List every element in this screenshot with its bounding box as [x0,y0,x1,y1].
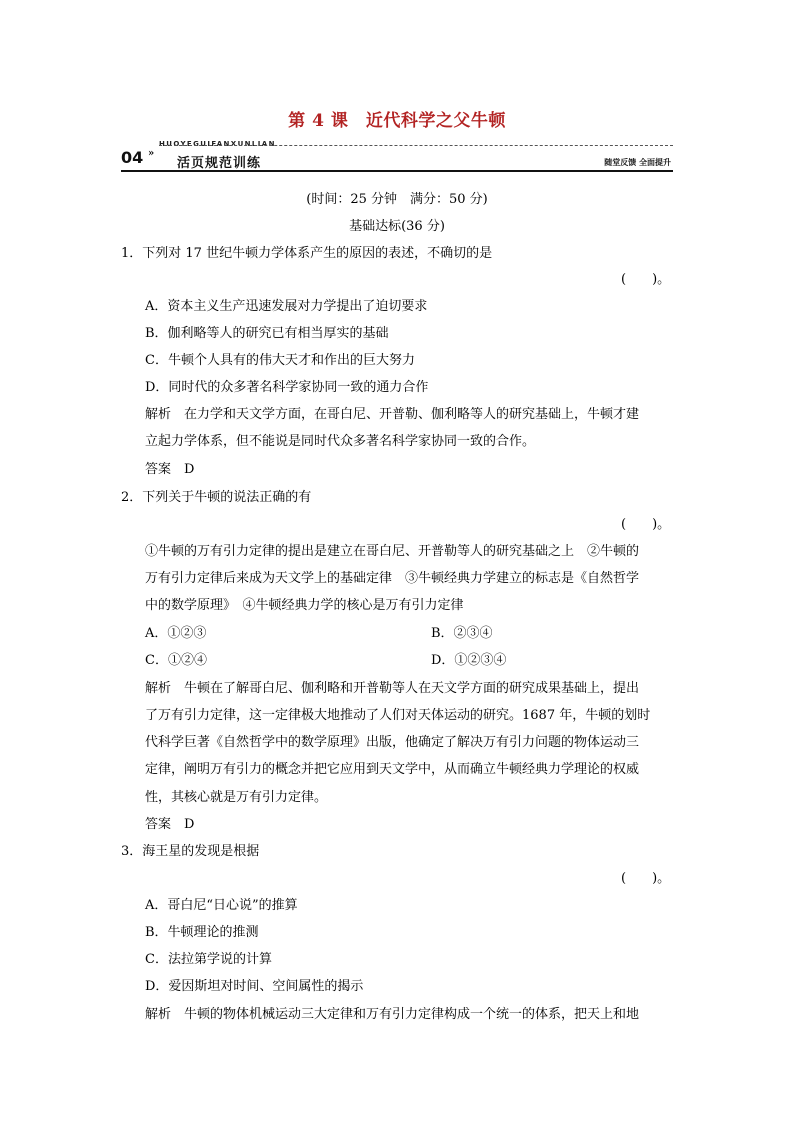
question-3-option-a: A．哥白尼“日心说”的推算 [145,898,298,913]
question-2-statement-line: 万有引力定律后来成为天文学上的基础定律 ③牛顿经典力学建立的标志是《自然哲学 [145,571,640,586]
banner-top-divider [159,145,673,146]
double-chevron-icon: » [148,148,155,159]
banner-bottom-divider [121,170,673,172]
banner-number: 04 [121,148,144,167]
banner-right-text: 随堂反馈 全面提升 [604,158,671,167]
question-2-answer: 答案 D [145,817,195,832]
question-3-blank: ( )。 [621,871,671,886]
question-2-option-c: C．①②④ [145,653,207,668]
question-1-option-c: C．牛顿个人具有的伟大天才和作出的巨大努力 [145,353,415,368]
question-2-option-d: D．①②③④ [431,653,507,668]
question-2-option-a: A．①②③ [145,626,207,641]
question-2-analysis-line: 了万有引力定律，这一定律极大地推动了人们对天体运动的研究。1687 年，牛顿的划时 [145,708,651,723]
question-3-option-d: D．爱因斯坦对时间、空间属性的揭示 [145,979,364,994]
banner-label: 活页规范训练 [177,156,262,171]
question-2-blank: ( )。 [621,517,671,532]
page-title: 第 4 课 近代科学之父牛顿 [288,111,506,131]
question-1-option-a: A．资本主义生产迅速发展对力学提出了迫切要求 [145,299,428,314]
question-2-analysis-line: 代科学巨著《自然哲学中的数学原理》出版，他确定了解决万有引力问题的物体运动三 [145,735,640,750]
question-1-stem: 1．下列对 17 世纪牛顿力学体系产生的原因的表述，不确切的是 [121,246,493,261]
question-1-answer: 答案 D [145,462,195,477]
question-1-option-d: D．同时代的众多著名科学家协同一致的通力合作 [145,380,429,395]
question-1-blank: ( )。 [621,272,671,287]
question-1-analysis-line: 解析 在力学和天文学方面，在哥白尼、开普勒、伽利略等人的研究基础上，牛顿才建 [145,407,640,422]
question-2-option-b: B．②③④ [431,626,493,641]
question-2-analysis-line: 定律，阐明万有引力的概念并把它应用到天文学中，从而确立牛顿经典力学理论的权威 [145,762,640,777]
question-2-analysis-line: 性，其核心就是万有引力定律。 [145,790,328,805]
question-1-option-b: B．伽利略等人的研究已有相当厚实的基础 [145,326,389,341]
question-2-statement-line: ①牛顿的万有引力定律的提出是建立在哥白尼、开普勒等人的研究基础之上 ②牛顿的 [145,544,640,559]
question-2-analysis-line: 解析 牛顿在了解哥白尼、伽利略和开普勒等人在天文学方面的研究成果基础上，提出 [145,681,640,696]
time-info: (时间：25 分钟 满分：50 分) [306,192,488,207]
banner-pinyin: HUOYEGUIFANXUNLIAN [159,140,276,148]
question-3-option-c: C．法拉第学说的计算 [145,952,272,967]
question-3-option-b: B．牛顿理论的推测 [145,925,259,940]
question-1-analysis-line: 立起力学体系，但不能说是同时代众多著名科学家协同一致的合作。 [145,434,536,449]
question-3-analysis-line: 解析 牛顿的物体机械运动三大定律和万有引力定律构成一个统一的体系，把天上和地 [145,1007,640,1022]
question-3-stem: 3．海王星的发现是根据 [121,844,260,859]
section-heading: 基础达标(36 分) [349,219,445,234]
question-2-stem: 2．下列关于牛顿的说法正确的有 [121,490,312,505]
section-banner [121,140,673,174]
question-2-statement-line: 中的数学原理》 ④牛顿经典力学的核心是万有引力定律 [145,598,464,613]
